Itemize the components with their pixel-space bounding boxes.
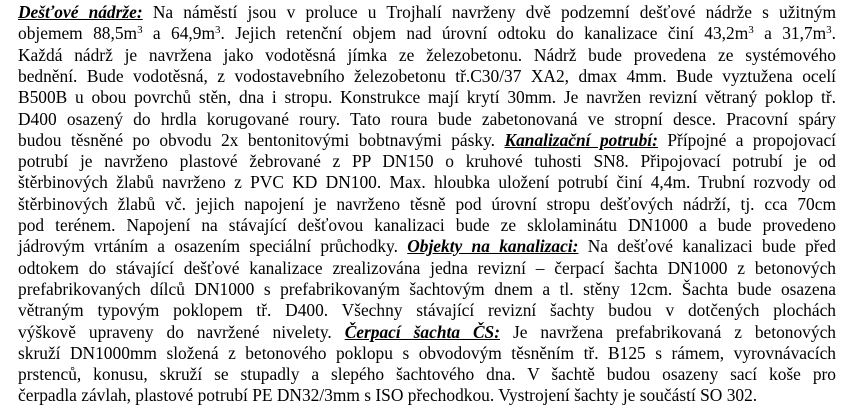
body-text: Každá nádrž je navržena jako vodotěsná jímka ze železobetonu. Nádrž bude provedena ze systémového xyxy=(18,44,836,65)
body-text: prstenců, konusu, skruží se stupadly a slepého šachtového dna. V šachtě budou osazeny sací koše pro xyxy=(18,364,836,385)
text-line xyxy=(18,151,836,172)
text-line xyxy=(18,258,836,279)
body-text: a 64,9m xyxy=(142,23,215,44)
body-text: štěrbinových žlabů vč. jejich napojení je navrženo těsně pod úrovní stropu dešťových nádrží, tj. cca 70cm xyxy=(18,193,836,214)
body-text: čerpadla závlah, plastové potrubí PE DN32/3mm s ISO přechodkou. Vystrojení šachty je součástí SO 302. xyxy=(18,385,758,406)
text-line xyxy=(18,109,836,130)
body-text: objemem 88,5m xyxy=(18,23,138,44)
body-text: B500B u obou povrchů stěn, dna i stropu. Konstrukce mají krytí 30mm. Je navržen revizní větraný poklop tř. xyxy=(18,87,836,108)
text-line xyxy=(18,172,836,193)
section-heading: Čerpací šachta ČS: xyxy=(344,321,501,342)
body-text: prefabrikovaných dílců DN1000 s prefabrikovaným šachtovým dnem a tl. stěny 12cm. Šachta bude osazena xyxy=(18,278,836,299)
body-text: skruží DN1000mm složená z betonového poklopu s obvodovým těsněním tř. B125 s rámem, vyrovnávacích xyxy=(18,342,836,363)
body-text: pod terénem. Napojení na stávající dešťovou kanalizaci bude ze sklolaminátu DN1000 a bude provedeno xyxy=(18,215,836,235)
text-line xyxy=(18,364,836,385)
body-text: větraným typovým poklopem tř. D400. Všechny stávající revizní šachty budou v dotčených plochách xyxy=(18,300,836,321)
body-text: Přípojné a propojovací xyxy=(657,129,836,150)
section-heading: Dešťové nádrže: xyxy=(18,2,143,22)
text-line xyxy=(18,322,836,343)
text-line xyxy=(18,236,836,257)
superscript: 3 xyxy=(137,24,143,37)
body-text: budou těsněné po obvodu 2x bentonitovými bobtnavými pásky. xyxy=(18,129,505,150)
text-line xyxy=(18,45,836,66)
body-text: Na dešťové kanalizaci bude před xyxy=(578,236,836,257)
text-line xyxy=(18,300,836,321)
section-heading: Kanalizační potrubí: xyxy=(504,129,658,150)
body-text: . xyxy=(831,23,837,44)
body-text: D400 osazený do hrdla korugované roury. Tato roura bude zabetonovaná ve stropní desce. Pracovní spáry xyxy=(18,108,836,129)
body-text: Na náměstí jsou v proluce u Trojhalí navrženy dvě podzemní dešťové nádrže s užitným xyxy=(142,2,837,22)
body-text: Je navržena prefabrikovaná z betonových xyxy=(500,321,836,342)
body-text: jádrovým vrtáním a osazením speciální průchodky. xyxy=(18,236,408,257)
section-heading: Objekty na kanalizaci: xyxy=(407,236,579,257)
body-text: potrubí je navrženo plastové žebrované z PP DN150 o kruhové tuhosti SN8. Připojovací potrubí je od xyxy=(18,151,836,172)
text-line xyxy=(18,279,836,300)
text-line xyxy=(18,215,836,236)
text-line xyxy=(18,23,836,44)
text-line xyxy=(18,343,836,364)
body-text: a 31,7m xyxy=(753,23,827,44)
body-text: odtokem do stávající dešťové kanalizace zrealizována jedna revizní – čerpací šachta DN1000 z betonových xyxy=(18,257,836,278)
text-line xyxy=(18,385,836,406)
text-line xyxy=(18,87,836,108)
superscript: 3 xyxy=(748,24,754,37)
body-text: . Jejich retenční objem nad úrovní odtoku do kanalizace činí 43,2m xyxy=(220,23,749,44)
text-line xyxy=(18,194,836,215)
text-line xyxy=(18,130,836,151)
text-line xyxy=(18,66,836,87)
body-text: bednění. Bude vodotěsná, z vodostavebního železobetonu tř.C30/37 XA2, dmax 4mm. Bude vyztužena ocelí xyxy=(18,65,836,86)
superscript: 3 xyxy=(215,24,221,37)
superscript: 3 xyxy=(826,24,832,37)
body-text: štěrbinových žlabů navrženo z PVC KD DN100. Max. hloubka uložení potrubí činí 4,4m. Trubní rozvody od xyxy=(18,172,836,193)
body-text: výškově upraveny do navržené nivelety. xyxy=(18,321,345,342)
text-line xyxy=(18,2,836,23)
